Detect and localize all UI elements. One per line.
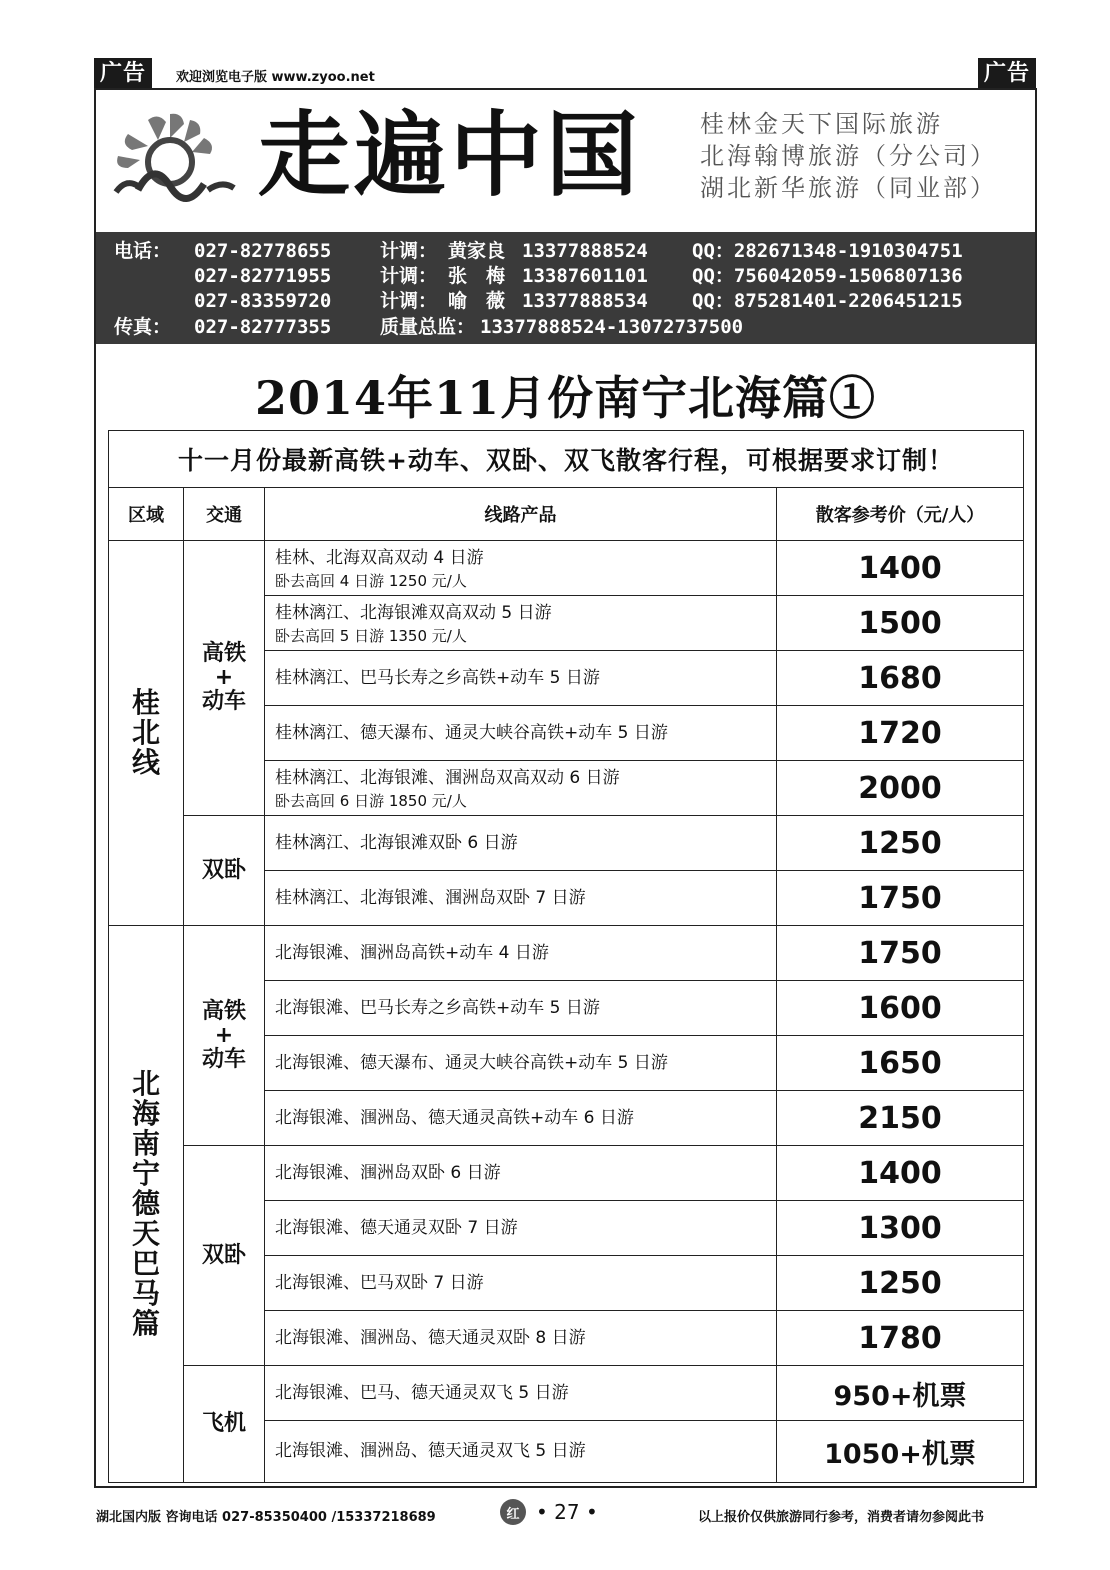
region-guibei: 桂 北 线: [109, 541, 184, 926]
product-cell: [265, 1036, 777, 1091]
table-row: [109, 541, 1024, 596]
planner-label: 计调：: [380, 265, 438, 287]
planner-phone: 13377888524: [522, 240, 648, 262]
product-cell: [265, 816, 777, 871]
price-cell: 950+机票: [777, 1366, 1024, 1421]
phone-number: 027-83359720: [194, 290, 332, 312]
product-cell: [265, 1201, 777, 1256]
table-row: [109, 1366, 1024, 1421]
product-name: 桂林、北海双高双动 4 日游: [275, 547, 484, 568]
price-cell: 1680: [777, 651, 1024, 706]
product-name: 北海银滩、巴马、德天通灵双飞 5 日游: [275, 1382, 569, 1403]
planner-label: 计调：: [380, 290, 438, 312]
fax-label: 传真：: [114, 316, 172, 338]
transport-shuangwo: 双卧: [184, 816, 265, 926]
qq-numbers: QQ：756042059-1506807136: [692, 265, 963, 287]
product-name: 北海银滩、涠洲岛高铁+动车 4 日游: [275, 942, 549, 963]
page-number: • 27 •: [536, 1500, 598, 1524]
product-cell: [265, 871, 777, 926]
product-cell: [265, 1311, 777, 1366]
product-name: 桂林漓江、北海银滩双高双动 5 日游: [275, 602, 552, 623]
planner-label: 计调：: [380, 240, 438, 262]
phone-number: 027-82771955: [194, 265, 332, 287]
contact-block: [96, 232, 1035, 344]
planner-name: 喻 薇: [448, 290, 506, 312]
product-cell: [265, 761, 777, 816]
product-name: 桂林漓江、巴马长寿之乡高铁+动车 5 日游: [275, 667, 600, 688]
route-price-table: [108, 430, 1024, 1483]
tel-label: 电话：: [114, 240, 172, 262]
region-beihai: 北 海 南 宁 德 天 巴 马 篇: [109, 926, 184, 1483]
fax-number: 027-82777355: [194, 316, 332, 338]
product-name: 北海银滩、涠洲岛、德天通灵双卧 8 日游: [275, 1327, 586, 1348]
phone-number: 027-82778655: [194, 240, 332, 262]
product-note: 卧去高回 6 日游 1850 元/人: [275, 791, 467, 810]
transport-gaotie: 高铁 + 动车: [184, 926, 265, 1146]
planner-name: 张 梅: [448, 265, 506, 287]
price-cell: 1250: [777, 816, 1024, 871]
page-number-area: [500, 1499, 598, 1525]
planner-phone: 13377888534: [522, 290, 648, 312]
site-text: 欢迎浏览电子版 www.zyoo.net: [176, 70, 375, 85]
table-row: [109, 816, 1024, 871]
price-cell: 1400: [777, 541, 1024, 596]
price-cell: 1780: [777, 1311, 1024, 1366]
product-name: 北海银滩、巴马双卧 7 日游: [275, 1272, 484, 1293]
price-cell: 1650: [777, 1036, 1024, 1091]
quality-phones: 13377888524-13072737500: [480, 316, 744, 338]
transport-shuangwo: 双卧: [184, 1146, 265, 1366]
qq-numbers: QQ：282671348-1910304751: [692, 240, 963, 262]
agency-line: 桂林金天下国际旅游: [700, 110, 943, 138]
footer-contact: 湖北国内版 咨询电话 027-85350400 /15337218689: [96, 1510, 436, 1525]
ad-label-right: 广告: [978, 58, 1036, 90]
footer-disclaimer: 以上报价仅供旅游同行参考，消费者请勿参阅此书: [698, 1510, 985, 1525]
product-cell: [265, 981, 777, 1036]
product-name: 北海银滩、涠洲岛、德天通灵双飞 5 日游: [275, 1441, 586, 1461]
qq-numbers: QQ：875281401-2206451215: [692, 290, 963, 312]
sun-logo-icon: [108, 110, 238, 205]
price-cell: 1600: [777, 981, 1024, 1036]
hong-badge-icon: 红: [500, 1499, 526, 1525]
ad-label-left: 广告: [94, 58, 152, 90]
product-name: 北海银滩、涠洲岛、德天通灵高铁+动车 6 日游: [275, 1107, 634, 1128]
product-note: 卧去高回 4 日游 1250 元/人: [275, 571, 467, 590]
price-cell: 1400: [777, 1146, 1024, 1201]
price-cell: 1250: [777, 1256, 1024, 1311]
price-cell: 1300: [777, 1201, 1024, 1256]
price-cell: 2150: [777, 1091, 1024, 1146]
agency-line: 北海翰博旅游（分公司）: [700, 142, 997, 170]
product-name: 桂林漓江、北海银滩、涠洲岛双卧 7 日游: [275, 887, 586, 908]
price-cell: 1500: [777, 596, 1024, 651]
transport-gaotie: 高铁 + 动车: [184, 541, 265, 816]
product-name: 桂林漓江、德天瀑布、通灵大峡谷高铁+动车 5 日游: [275, 722, 668, 743]
price-cell: 1720: [777, 706, 1024, 761]
header-region: 区域: [109, 488, 184, 541]
product-name: 北海银滩、涠洲岛双卧 6 日游: [275, 1162, 501, 1183]
table-subtitle: 十一月份最新高铁+动车、双卧、双飞散客行程，可根据要求订制！: [109, 431, 1024, 488]
product-name: 北海银滩、德天瀑布、通灵大峡谷高铁+动车 5 日游: [275, 1052, 668, 1073]
header-price: 散客参考价（元/人）: [777, 488, 1024, 541]
brand-title: 走遍中国: [258, 101, 643, 209]
product-cell: [265, 651, 777, 706]
price-cell: 2000: [777, 761, 1024, 816]
product-name: 桂林漓江、北海银滩双卧 6 日游: [275, 832, 518, 853]
quality-label: 质量总监：: [380, 316, 476, 338]
product-cell: [265, 926, 777, 981]
price-cell: 1750: [777, 871, 1024, 926]
product-cell: [265, 1421, 777, 1483]
product-cell: [265, 541, 777, 596]
price-cell: 1750: [777, 926, 1024, 981]
product-name: 北海银滩、德天通灵双卧 7 日游: [275, 1217, 518, 1238]
product-cell: [265, 1091, 777, 1146]
product-name: 桂林漓江、北海银滩、涠洲岛双高双动 6 日游: [275, 767, 620, 788]
planner-phone: 13387601101: [522, 265, 648, 287]
table-row: [109, 1146, 1024, 1201]
product-note: 卧去高回 5 日游 1350 元/人: [275, 626, 467, 645]
agency-list: [700, 108, 997, 204]
header-transport: 交通: [184, 488, 265, 541]
product-cell: [265, 1256, 777, 1311]
header-product: 线路产品: [265, 488, 777, 541]
product-cell: [265, 1146, 777, 1201]
agency-line: 湖北新华旅游（同业部）: [700, 174, 997, 202]
product-cell: [265, 1366, 777, 1421]
transport-feiji: 飞机: [184, 1366, 265, 1483]
product-cell: [265, 706, 777, 761]
table-row: [109, 926, 1024, 981]
product-name: 北海银滩、巴马长寿之乡高铁+动车 5 日游: [275, 997, 600, 1018]
page-title: 2014年11月份南宁北海篇①: [254, 371, 877, 425]
product-cell: [265, 596, 777, 651]
price-cell: 1050+机票: [777, 1421, 1024, 1483]
planner-name: 黄家良: [448, 240, 506, 262]
